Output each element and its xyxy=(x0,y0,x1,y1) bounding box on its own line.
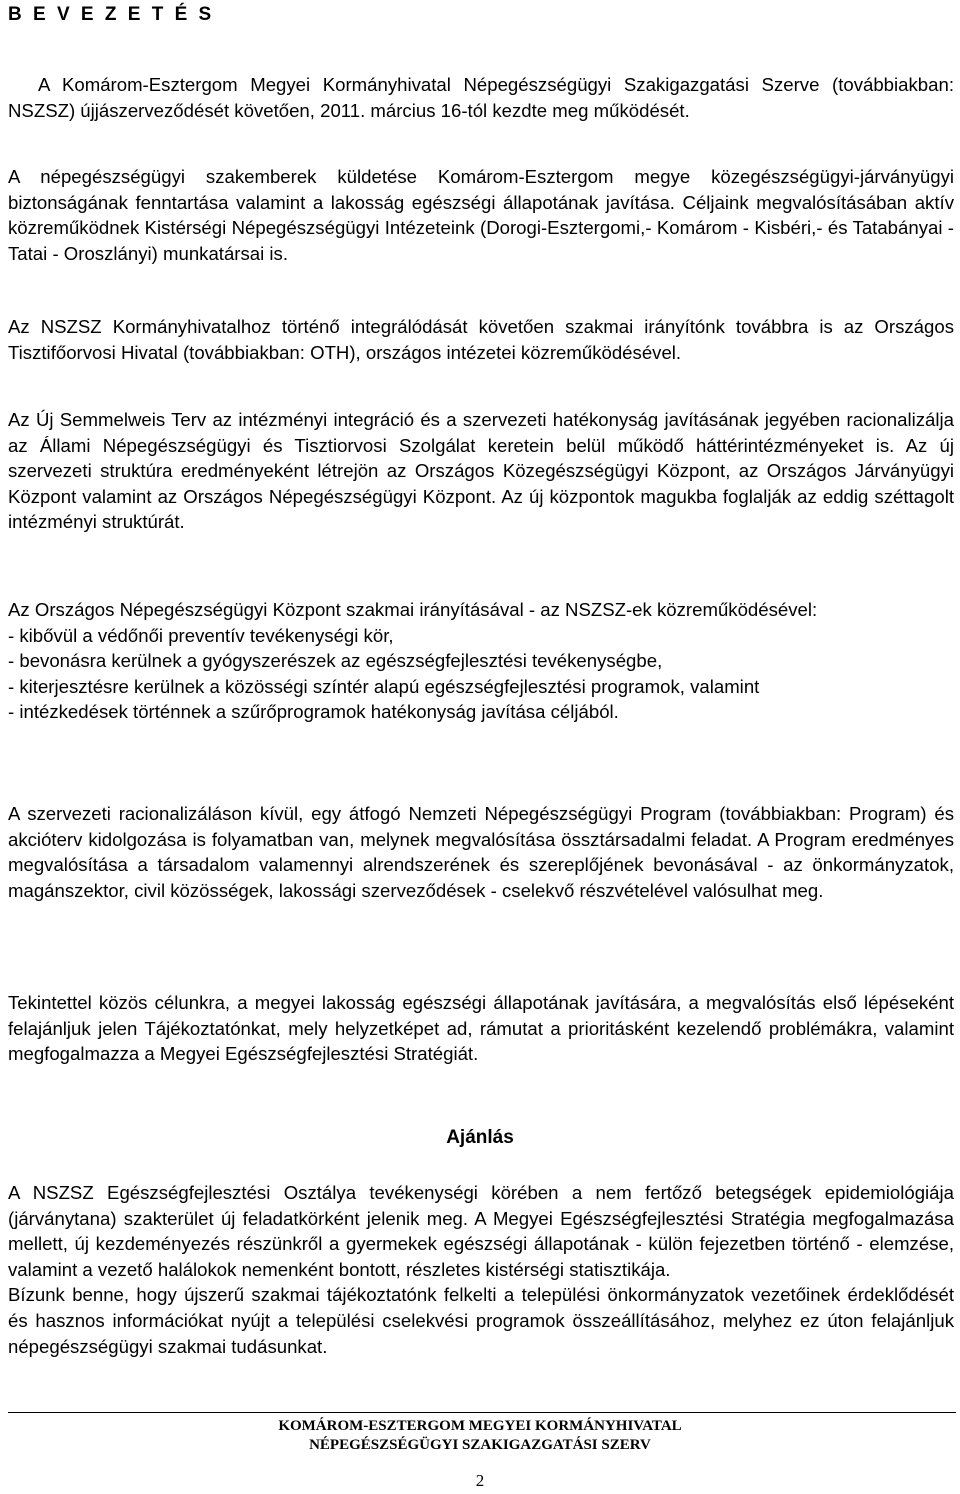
hope-text: Bízunk benne, hogy újszerű szakmai tájékoztatónk felkelti a települési önkormányzatok vezetőinek érdeklődését és hasznos információkat nyújt a települési cselekvési programok összeállításához, melyhez ez úton felajánljuk népegészségügyi szakmai tudásunkat. xyxy=(8,1284,954,1357)
section-heading: B E V E Z E T É S xyxy=(8,4,215,25)
integration-text: Az NSZSZ Kormányhivatalhoz történő integrálódását követően szakmai irányítónk továbbra is az Országos Tisztifőorvosi Hivatal (továbbiakban: OTH), országos intézetei közreműködésével. xyxy=(8,316,954,363)
onk-paragraph xyxy=(8,597,954,725)
intro-paragraph xyxy=(8,72,954,123)
mission-paragraph xyxy=(8,164,954,266)
goal-text: Tekintettel közös célunkra, a megyei lakosság egészségi állapotának javítására, a megvalósítás első lépéseként felajánljuk jelen Tájékoztatónkat, mely helyzetképet ad, rámutat a prioritásként kezelendő problémákra, valamint megfogalmazza a Megyei Egészségfejlesztési Stratégiát. xyxy=(8,992,954,1065)
onk-intro-text: Az Országos Népegészségügyi Központ szakmai irányításával - az NSZSZ-ek közreműködésével: xyxy=(8,599,818,620)
mission-text: A népegészségügyi szakemberek küldetése Komárom-Esztergom megye közegészségügyi-járványügyi biztonságának fenntartása valamint a lakosság egészségi állapotának javítása. Céljaink megvalósításában aktív közreműködnek Kistérségi Népegészségügyi Intézeteink (Dorogi-Esztergomi,- Komárom - Kisbéri,- és Tatabányai - Tatai - Oroszlányi) munkatársai is. xyxy=(8,166,954,264)
program-paragraph xyxy=(8,801,954,903)
recommendation-paragraph xyxy=(8,1180,954,1359)
page-number: 2 xyxy=(475,1471,485,1490)
semmelweis-text: Az Új Semmelweis Terv az intézményi integráció és a szervezeti hatékonyság javításának jegyében racionalizálja az Állami Népegészségügyi és Tisztiorvosi Szolgálat keretein belül működő háttérintézményeket is. Az új szervezeti struktúra eredményeként létrejön az Országos Közegészségügyi Központ, az Országos Járványügyi Központ valamint az Országos Népegészségügyi Központ. Az új központok magukba foglalják az eddig széttagolt intézményi struktúrát. xyxy=(8,409,954,533)
onk-list-item: - intézkedések történnek a szűrőprogramok hatékonyság javítása céljából. xyxy=(8,701,619,723)
intro-text: A Komárom-Esztergom Megyei Kormányhivatal Népegészségügyi Szakigazgatási Szerve (továbbiakban: NSZSZ) újjászerveződését követően, 2011. március 16-tól kezdte meg működését. xyxy=(8,74,954,121)
footer-line-2: NÉPEGÉSZSÉGÜGYI SZAKIGAZGATÁSI SZERV xyxy=(309,1437,651,1453)
footer-line-1: KOMÁROM-ESZTERGOM MEGYEI KORMÁNYHIVATAL xyxy=(278,1418,682,1434)
recommendation-heading: Ajánlás xyxy=(446,1127,514,1148)
semmelweis-paragraph xyxy=(8,407,954,535)
onk-list-item: - kibővül a védőnői preventív tevékenységi kör, xyxy=(8,624,394,646)
onk-list-item: - kiterjesztésre kerülnek a közösségi színtér alapú egészségfejlesztési programok, valamint xyxy=(8,675,760,697)
recommendation-text: A NSZSZ Egészségfejlesztési Osztálya tevékenységi körében a nem fertőző betegségek epidemiológiája (járványtana) szakterület új feladatkörként jelenik meg. A Megyei Egészségfejlesztési Stratégia megfogalmazása mellett, új kezdeményezés részünkről a gyermekek egészségi állapotának - külön fejezetben történő - elemzése, valamint a vezető halálokok nemenként bontott, részletes kistérségi statisztikája. xyxy=(8,1182,954,1280)
program-text: A szervezeti racionalizáláson kívül, egy átfogó Nemzeti Népegészségügyi Program (továbbiakban: Program) és akcióterv kidolgozása is folyamatban van, melynek megvalósítása össztársadalmi feladat. A Program eredményes megvalósítása a társadalom valamennyi alrendszerének és szereplőjének bevonásával - az önkormányzatok, magánszektor, civil közösségek, lakossági szerveződések - cselekvő részvételével valósulhat meg. xyxy=(8,803,954,901)
footer-divider xyxy=(8,1412,956,1413)
footer xyxy=(0,1417,960,1455)
onk-list-item: - bevonásra kerülnek a gyógyszerészek az egészségfejlesztési tevékenységbe, xyxy=(8,650,663,672)
integration-paragraph xyxy=(8,314,954,365)
goal-paragraph xyxy=(8,990,954,1067)
